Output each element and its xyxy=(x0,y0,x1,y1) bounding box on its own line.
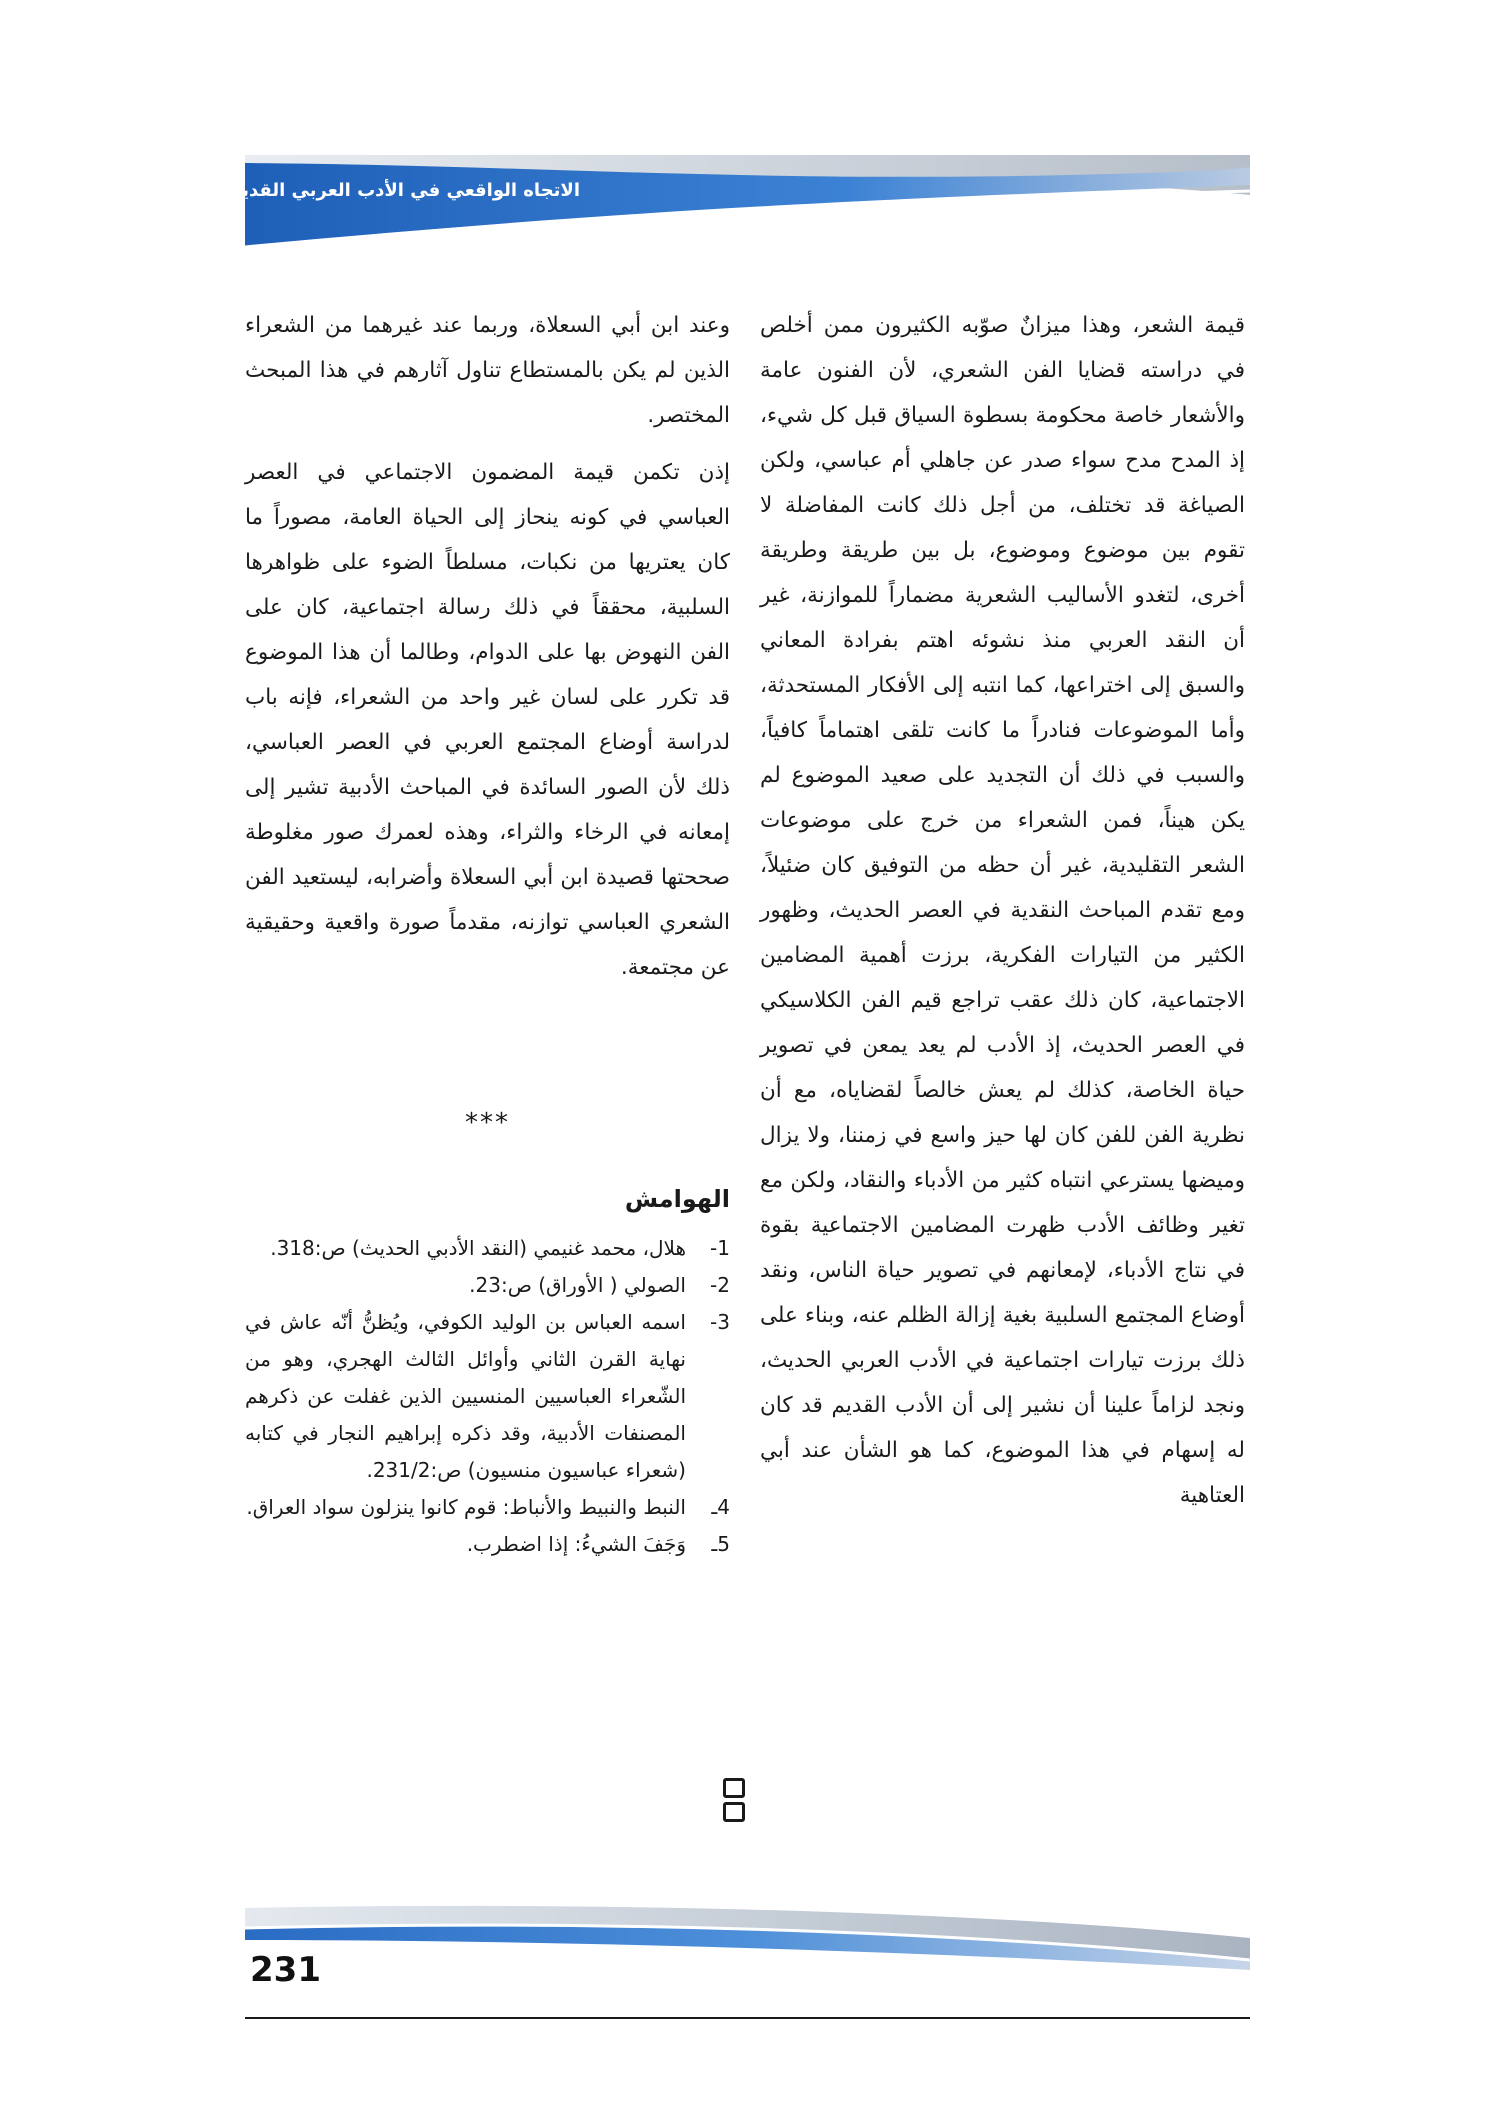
section-separator: *** xyxy=(465,1108,510,1138)
notes-list xyxy=(245,1230,730,1563)
note-item xyxy=(245,1230,730,1267)
left-paragraph-1: وعند ابن أبي السعلاة، وربما عند غيرهما من الشعراء الذين لم يكن بالمستطاع تناول آثارهم في هذا المبحث المختصر. xyxy=(245,313,730,428)
note-number: 5ـ xyxy=(711,1532,730,1556)
footer-page-panel xyxy=(245,1940,1250,2020)
page-number: 231 xyxy=(250,1950,321,1990)
notes-title: الهوامش xyxy=(624,1185,730,1213)
note-item xyxy=(245,1526,730,1563)
note-text: وَجَفَ الشيءُ: إذا اضطرب. xyxy=(466,1532,686,1556)
note-text: النبط والنبيط والأنباط: قوم كانوا ينزلون سواد العراق. xyxy=(246,1495,686,1519)
left-paragraph-2: إذن تكمن قيمة المضمون الاجتماعي في العصر العباسي في كونه ينحاز إلى الحياة العامة، مصوراً ما كان يعتريها من نكبات، مسلطاً الضوء على ظواهرها السلبية، محققاً في ذلك رسالة اجتماعية، كان على الفن النهوض بها على الدوام، وطالما أن هذا الموضوع قد تكرر على لسان غير واحد من الشعراء، فإنه باب لدراسة أوضاع المجتمع العربي في العصر العباسي، ذلك لأن الصور السائدة في المباحث الأدبية تشير إلى إمعانه في الرخاء والثراء، وهذه لعمرك صور مغلوطة صححتها قصيدة ابن أبي السعلاة وأضرابه، ليستعيد الفن الشعري العباسي توازنه، مقدماً صورة واقعية وحقيقية عن مجتمعة. xyxy=(245,460,730,980)
right-column-text: قيمة الشعر، وهذا ميزانٌ صوّبه الكثيرون ممن أخلص في دراسته قضايا الفن الشعري، لأن الفنون عامة والأشعار خاصة محكومة بسطوة السياق قبل كل شيء، إذ المدح مدح سواء صدر عن جاهلي أم عباسي، ولكن الصياغة قد تختلف، من أجل ذلك كانت المفاضلة لا تقوم بين موضوع وموضوع، بل بين طريقة وطريقة أخرى، لتغدو الأساليب الشعرية مضماراً للموازنة، غير أن النقد العربي منذ نشوئه اهتم بفرادة المعاني والسبق إلى اختراعها، كما انتبه إلى الأفكار المستحدثة، وأما الموضوعات فنادراً ما كانت تلقى اهتماماً كافياً، والسبب في ذلك أن التجديد على صعيد الموضوع لم يكن هيناً، فمن الشعراء من خرج على موضوعات الشعر التقليدية، غير أن حظه من التوفيق كان ضئيلاً، ومع تقدم المباحث النقدية في العصر الحديث، وظهور الكثير من التيارات الفكرية، برزت أهمية المضامين الاجتماعية، كان ذلك عقب تراجع قيم الفن الكلاسيكي في العصر الحديث، إذ الأدب لم يعد يمعن في تصوير حياة الخاصة، كذلك لم يعش خالصاً لقضاياه، مع أن نظرية الفن للفن كان لها حيز واسع في زمننا، ولا يزال وميضها يسترعي انتباه كثير من الأدباء والنقاد، ولكن مع تغير وظائف الأدب ظهرت المضامين الاجتماعية بقوة في نتاج الأدباء، لإمعانهم في تصوير حياة الناس، ونقد أوضاع المجتمع السلبية بغية إزالة الظلم عنه، وبناء على ذلك برزت تيارات اجتماعية في الأدب العربي الحديث، ونجد لزاماً علينا أن نشير إلى أن الأدب القديم قد كان له إسهام في هذا الموضوع، كما هو الشأن عند أبي العتاهية xyxy=(760,313,1245,1508)
left-column xyxy=(245,303,730,990)
note-item xyxy=(245,1489,730,1526)
note-text: الصولي ( الأوراق) ص:23. xyxy=(469,1273,686,1297)
end-mark-icon xyxy=(723,1778,767,1798)
note-number: 2- xyxy=(710,1273,730,1297)
header-band xyxy=(228,155,1250,255)
note-number: 1- xyxy=(710,1236,730,1260)
header-title: الاتجاه الواقعي في الأدب العربي القديم xyxy=(228,180,580,201)
note-number: 3- xyxy=(710,1310,730,1334)
note-item xyxy=(245,1304,730,1489)
note-item xyxy=(245,1267,730,1304)
note-text: هلال، محمد غنيمي (النقد الأدبي الحديث) ص:318. xyxy=(270,1236,686,1260)
note-number: 4ـ xyxy=(711,1495,730,1519)
right-column xyxy=(760,303,1245,1518)
note-text: اسمه العباس بن الوليد الكوفي، ويُظنُّ أنّه عاش في نهاية القرن الثاني وأوائل الثالث الهجري، وهو من الشّعراء العباسيين المنسيين الذين غفلت عن ذكرهم المصنفات الأدبية، وقد ذكره إبراهيم النجار في كتابه (شعراء عباسيون منسيون) ص:231/2. xyxy=(245,1310,686,1482)
